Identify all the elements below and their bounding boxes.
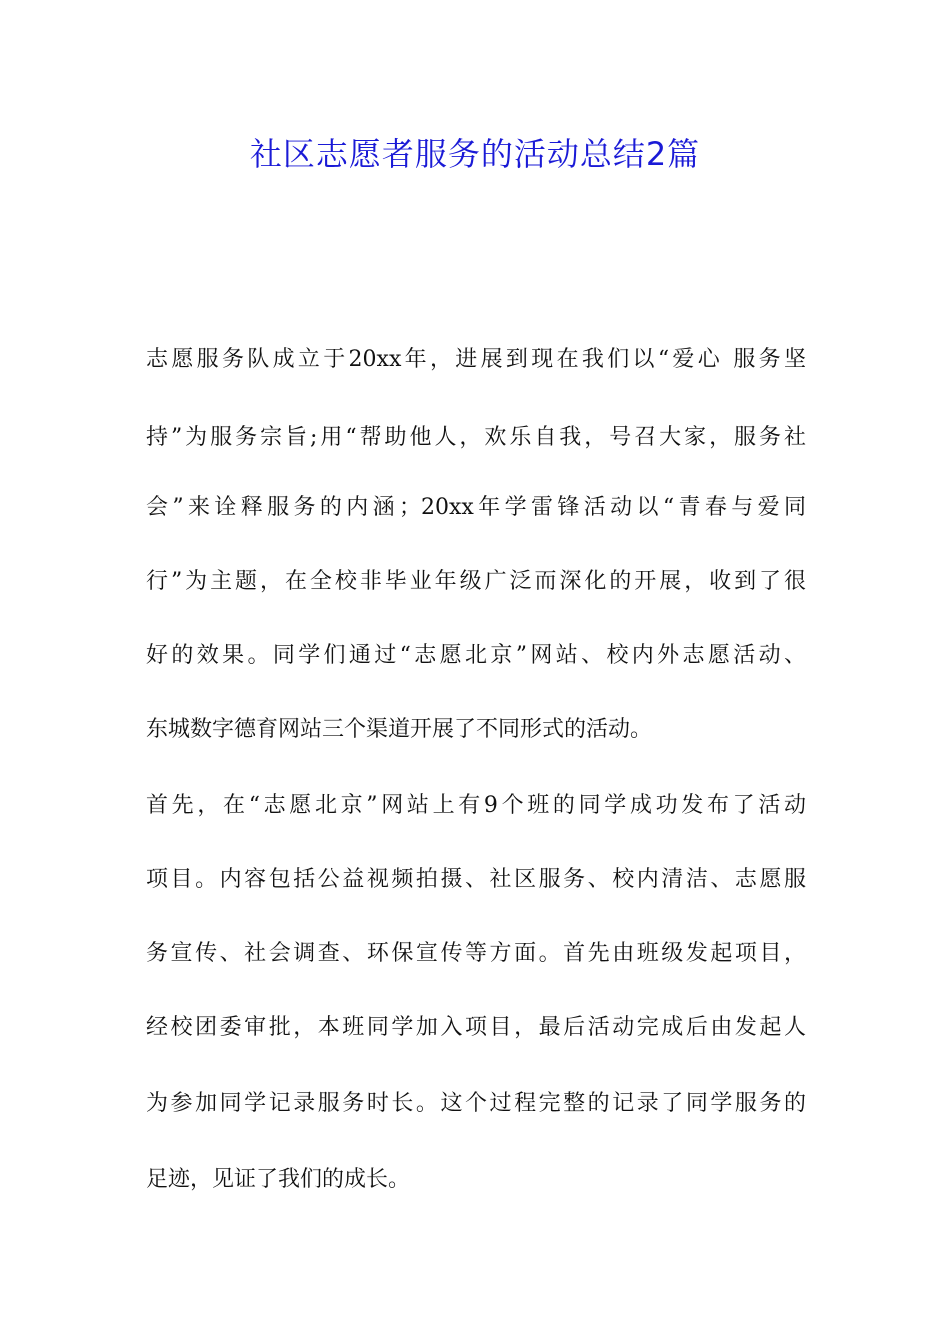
paragraph-line: 项目。内容包括公益视频拍摄、社区服务、校内清洁、志愿服 bbox=[146, 867, 806, 892]
paragraph-line: 好的效果。同学们通过“志愿北京”网站、校内外志愿活动、 bbox=[146, 643, 806, 668]
paragraph-line: 足迹，见证了我们的成长。 bbox=[146, 1167, 411, 1192]
paragraph-line: 志愿服务队成立于20xx年，进展到现在我们以“爱心 服务坚 bbox=[146, 347, 806, 372]
paragraph-line: 会”来诠释服务的内涵；20xx年学雷锋活动以“青春与爱同 bbox=[146, 495, 806, 520]
paragraph-line: 东城数字德育网站三个渠道开展了不同形式的活动。 bbox=[146, 717, 653, 742]
paragraph-line: 首先，在“志愿北京”网站上有9个班的同学成功发布了活动 bbox=[146, 793, 806, 818]
paragraph-line: 务宣传、社会调查、环保宣传等方面。首先由班级发起项目， bbox=[146, 941, 806, 966]
paragraph-line: 经校团委审批，本班同学加入项目，最后活动完成后由发起人 bbox=[146, 1015, 806, 1040]
document-title: 社区志愿者服务的活动总结2篇 bbox=[249, 135, 701, 173]
paragraph-line: 行”为主题，在全校非毕业年级广泛而深化的开展，收到了很 bbox=[146, 569, 806, 594]
paragraph-line: 持”为服务宗旨;用“帮助他人，欢乐自我，号召大家，服务社 bbox=[146, 425, 806, 450]
paragraph-line: 为参加同学记录服务时长。这个过程完整的记录了同学服务的 bbox=[146, 1091, 806, 1116]
